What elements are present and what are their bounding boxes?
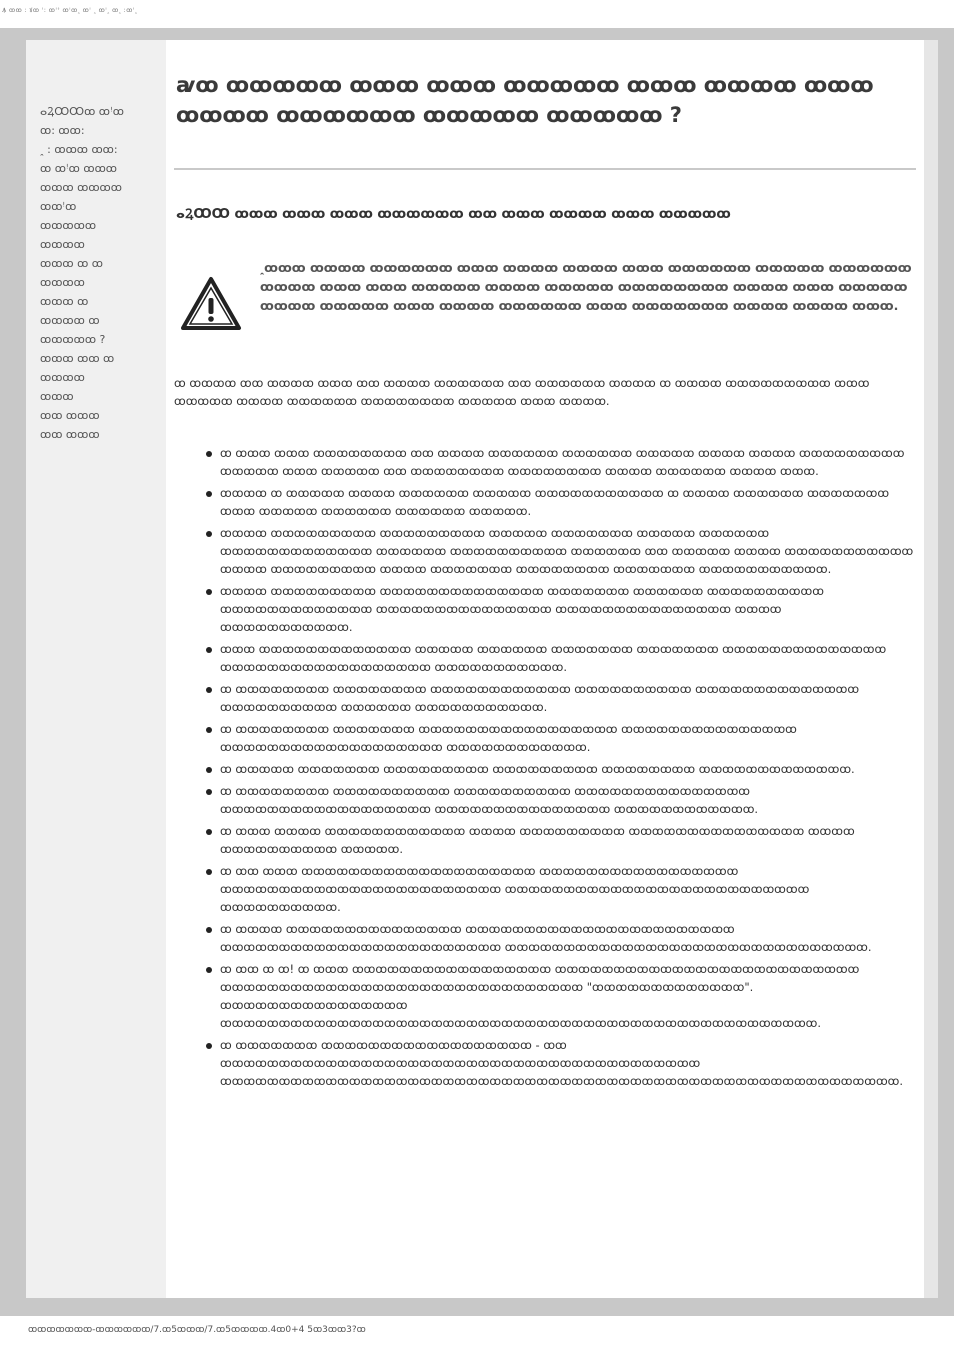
list-item-text: ꝏ ꝏꝏꝏꝏ ꝏꝏꝏꝏꝏꝏꝏꝏꝏꝏꝏꝏꝏꝏꝏ ꝏꝏꝏꝏꝏꝏꝏꝏꝏꝏꝏꝏꝏꝏꝏꝏꝏꝏꝏꝏꝏꝏꝏ ꝏꝏꝏꝏꝏꝏꝏꝏꝏꝏꝏꝏꝏꝏꝏꝏꝏꝏꝏꝏꝏꝏꝏꝏ ꝏꝏꝏꝏꝏꝏꝏꝏꝏꝏꝏꝏꝏꝏꝏꝏꝏꝏꝏꝏꝏꝏꝏꝏꝏꝏꝏꝏꝏꝏꝏ. <box>220 922 872 954</box>
sidebar-link[interactable]: ꝏꝏꝏ <box>40 390 74 403</box>
sidebar-link[interactable]: ꝏꝏ ꝏꝏꝏ <box>40 409 100 422</box>
section-heading: ⴰꝜꝎꝎ ꝏꝏꝏ ꝏꝏꝏ ꝏꝏꝏ ꝏꝏꝏꝏꝏꝏ ꝏꝏ ꝏꝏꝏ ꝏꝏꝏꝏ ꝏꝏꝏ ꝏꝏꝏꝏꝏ <box>176 207 731 222</box>
bullet-icon <box>206 1043 212 1049</box>
sidebar-link[interactable]: ꝏꝏꝏ ꝏ <box>40 295 89 308</box>
list-item-text: ꝏ ꝏꝏꝏꝏꝏꝏꝏ ꝏꝏꝏꝏꝏꝏꝏꝏꝏꝏꝏꝏꝏꝏꝏꝏꝏꝏ - ꝏꝏ ꝏꝏꝏꝏꝏꝏꝏꝏꝏꝏꝏꝏꝏꝏꝏꝏꝏꝏꝏꝏꝏꝏꝏꝏꝏꝏꝏꝏꝏꝏꝏꝏꝏꝏꝏꝏꝏꝏꝏꝏꝏ ꝏꝏꝏꝏꝏꝏꝏꝏꝏꝏꝏꝏꝏꝏꝏꝏꝏꝏꝏꝏꝏꝏꝏꝏꝏꝏꝏꝏꝏꝏꝏꝏꝏꝏꝏꝏꝏꝏꝏꝏꝏꝏꝏꝏꝏꝏꝏꝏꝏꝏꝏꝏꝏꝏꝏꝏꝏꝏ. <box>220 1038 904 1088</box>
list-item <box>196 862 914 916</box>
footer-text: ꝏꝏꝏꝏꝏꝏꝏ-ꝏꝏꝏꝏꝏꝏ/7.ꝏ5ꝏꝏꝏ/7.ꝏ5ꝏꝏꝏꝏ.4ꝏ0+4 5ꝏ3ꝏꝏ3?ꝏ <box>28 1325 366 1335</box>
bullet-icon <box>206 451 212 457</box>
list-item-text: ꝏ ꝏꝏꝏ ꝏꝏꝏꝏ ꝏꝏꝏꝏꝏꝏꝏꝏꝏꝏꝏꝏ ꝏꝏꝏꝏ ꝏꝏꝏꝏꝏꝏꝏꝏꝏ ꝏꝏꝏꝏꝏꝏꝏꝏꝏꝏꝏꝏꝏꝏꝏ ꝏꝏꝏꝏ ꝏꝏꝏꝏꝏꝏꝏꝏꝏꝏ ꝏꝏꝏꝏꝏ. <box>220 824 855 856</box>
list-item-text: ꝏꝏꝏꝏ ꝏ ꝏꝏꝏꝏꝏ ꝏꝏꝏꝏ ꝏꝏꝏꝏꝏꝏ ꝏꝏꝏꝏꝏ ꝏꝏꝏꝏꝏꝏꝏꝏꝏꝏꝏ ꝏ ꝏꝏꝏꝏ ꝏꝏꝏꝏꝏꝏ ꝏꝏꝏꝏꝏꝏꝏ ꝏꝏꝏ ꝏꝏꝏꝏꝏ ꝏꝏꝏꝏꝏꝏ ꝏꝏꝏꝏꝏꝏ ꝏꝏꝏꝏꝏ. <box>220 486 890 518</box>
sidebar-link[interactable]: ꝏꝏꝏ ꝏꝏ ꝏ <box>40 352 115 365</box>
main-content <box>166 40 924 1298</box>
sidebar-link[interactable]: ⴰꝜꝎꝎꝏ ꝏꜝꝏ <box>40 105 124 118</box>
bullet-icon <box>206 491 212 497</box>
list-item-text: ꝏ ꝏꝏꝏꝏꝏ ꝏꝏꝏꝏꝏꝏꝏ ꝏꝏꝏꝏꝏꝏꝏꝏꝏ ꝏꝏꝏꝏꝏꝏꝏꝏꝏ ꝏꝏꝏꝏꝏꝏꝏꝏ ꝏꝏꝏꝏꝏꝏꝏꝏꝏꝏꝏꝏꝏ. <box>220 762 855 776</box>
sidebar-links <box>40 102 158 444</box>
list-item-text: ꝏ ꝏꝏ ꝏꝏꝏ ꝏꝏꝏꝏꝏꝏꝏꝏꝏꝏꝏꝏꝏꝏꝏꝏꝏꝏꝏꝏ ꝏꝏꝏꝏꝏꝏꝏꝏꝏꝏꝏꝏꝏꝏꝏꝏꝏ ꝏꝏꝏꝏꝏꝏꝏꝏꝏꝏꝏꝏꝏꝏꝏꝏꝏꝏꝏꝏꝏꝏꝏꝏ ꝏꝏꝏꝏꝏꝏꝏꝏꝏꝏꝏꝏꝏꝏꝏꝏꝏꝏꝏꝏꝏꝏꝏꝏꝏꝏ ꝏꝏꝏꝏꝏꝏꝏꝏꝏꝏ. <box>220 864 810 914</box>
sidebar-link[interactable]: ꝏꝏꝏꝏꝏ <box>40 219 97 232</box>
sidebar-link[interactable]: ꝏ ꝏꜝꝏ ꝏꝏꝏ <box>40 162 117 175</box>
list-item <box>196 720 914 756</box>
bullet-icon <box>206 967 212 973</box>
bullet-icon <box>206 589 212 595</box>
list-item <box>196 524 914 578</box>
list-item-text: ꝏ ꝏꝏꝏ ꝏꝏꝏ ꝏꝏꝏꝏꝏꝏꝏꝏ ꝏꝏ ꝏꝏꝏꝏ ꝏꝏꝏꝏꝏꝏ ꝏꝏꝏꝏꝏꝏ ꝏꝏꝏꝏꝏ ꝏꝏꝏꝏ ꝏꝏꝏꝏ ꝏꝏꝏꝏꝏꝏꝏꝏꝏ ꝏꝏꝏꝏꝏ ꝏꝏꝏ ꝏꝏꝏꝏꝏ ꝏꝏ ꝏꝏꝏꝏꝏꝏꝏꝏ ꝏꝏꝏꝏꝏꝏꝏꝏ ꝏꝏꝏꝏ ꝏꝏꝏꝏꝏꝏ ꝏꝏꝏꝏ ꝏꝏꝏ. <box>220 446 905 478</box>
bullet-icon <box>206 647 212 653</box>
sidebar-link[interactable]: ꝏꝏꝏ ꝏꝏꝏꝏ <box>40 181 122 194</box>
bullet-icon <box>206 829 212 835</box>
bullet-icon <box>206 531 212 537</box>
list-item-text: ꝏ ꝏꝏꝏꝏꝏꝏꝏꝏ ꝏꝏꝏꝏꝏꝏꝏ ꝏꝏꝏꝏꝏꝏꝏꝏꝏꝏꝏꝏꝏꝏꝏꝏꝏ ꝏꝏꝏꝏꝏꝏꝏꝏꝏꝏꝏꝏꝏꝏꝏ ꝏꝏꝏꝏꝏꝏꝏꝏꝏꝏꝏꝏꝏꝏꝏꝏꝏꝏꝏ ꝏꝏꝏꝏꝏꝏꝏꝏꝏꝏꝏꝏ. <box>220 722 797 754</box>
list-item-text: ꝏꝏꝏꝏ ꝏꝏꝏꝏꝏꝏꝏꝏꝏ ꝏꝏꝏꝏꝏꝏꝏꝏꝏꝏꝏꝏꝏꝏ ꝏꝏꝏꝏꝏꝏꝏ ꝏꝏꝏꝏꝏꝏ ꝏꝏꝏꝏꝏꝏꝏꝏꝏꝏ ꝏꝏꝏꝏꝏꝏꝏꝏꝏꝏꝏꝏꝏ ꝏꝏꝏꝏꝏꝏꝏꝏꝏꝏꝏꝏꝏꝏꝏ ꝏꝏꝏꝏꝏꝏꝏꝏꝏꝏꝏꝏꝏꝏꝏ ꝏꝏꝏꝏ ꝏꝏꝏꝏꝏꝏꝏꝏꝏꝏꝏ. <box>220 584 824 634</box>
sidebar-link[interactable]: ꝏꝏꜝꝏ <box>40 200 77 213</box>
bullet-icon <box>206 927 212 933</box>
list-item-text: ꝏꝏꝏꝏ ꝏꝏꝏꝏꝏꝏꝏꝏꝏ ꝏꝏꝏꝏꝏꝏꝏꝏꝏ ꝏꝏꝏꝏꝏ ꝏꝏꝏꝏꝏꝏꝏ ꝏꝏꝏꝏꝏ ꝏꝏꝏꝏꝏꝏ ꝏꝏꝏꝏꝏꝏꝏꝏꝏꝏꝏꝏꝏ ꝏꝏꝏꝏꝏꝏ ꝏꝏꝏꝏꝏꝏꝏꝏꝏꝏ ꝏꝏꝏꝏꝏꝏ ꝏꝏ ꝏꝏꝏꝏꝏ ꝏꝏꝏꝏ ꝏꝏꝏꝏꝏꝏꝏꝏꝏꝏꝏ ꝏꝏꝏꝏ ꝏꝏꝏꝏꝏꝏꝏꝏꝏ ꝏꝏꝏꝏ ꝏꝏꝏꝏꝏꝏꝏ ꝏꝏꝏꝏꝏꝏꝏꝏ ꝏꝏꝏꝏꝏꝏꝏ ꝏꝏꝏꝏꝏꝏꝏꝏꝏꝏꝏ. <box>220 526 914 576</box>
bullet-icon <box>206 767 212 773</box>
list-item <box>196 484 914 520</box>
sidebar-link[interactable]: ꞈ ꞉ ꝏꝏꝏ ꝏꝏ꞉ <box>40 143 118 156</box>
sidebar-link[interactable]: ꝏꝏꝏꝏ <box>40 371 85 384</box>
intro-paragraph: ꝏ ꝏꝏꝏꝏ ꝏꝏ ꝏꝏꝏꝏ ꝏꝏꝏ ꝏꝏ ꝏꝏꝏꝏ ꝏꝏꝏꝏꝏꝏ ꝏꝏ ꝏꝏꝏꝏꝏꝏ ꝏꝏꝏꝏ ꝏ ꝏꝏꝏꝏ ꝏꝏꝏꝏꝏꝏꝏꝏꝏ ꝏꝏꝏ ꝏꝏꝏꝏꝏ ꝏꝏꝏꝏ ꝏꝏꝏꝏꝏꝏ ꝏꝏꝏꝏꝏꝏꝏꝏ ꝏꝏꝏꝏꝏ ꝏꝏꝏ ꝏꝏꝏꝏ. <box>174 376 870 408</box>
list-item <box>196 760 914 778</box>
sidebar-link[interactable]: ꝏꝏꝏꝏ <box>40 238 85 251</box>
bullet-icon <box>206 727 212 733</box>
list-item-text: ꝏ ꝏꝏ ꝏ ꝏ! ꝏ ꝏꝏꝏ ꝏꝏꝏꝏꝏꝏꝏꝏꝏꝏꝏꝏꝏꝏꝏꝏꝏ ꝏꝏꝏꝏꝏꝏꝏꝏꝏꝏꝏꝏꝏꝏꝏꝏꝏꝏꝏꝏꝏꝏꝏꝏꝏꝏ ꝏꝏꝏꝏꝏꝏꝏꝏꝏꝏꝏꝏꝏꝏꝏꝏꝏꝏꝏꝏꝏꝏꝏꝏꝏꝏꝏꝏꝏꝏꝏ "ꝏꝏꝏꝏꝏꝏꝏꝏꝏꝏꝏꝏꝏ". ꝏꝏꝏꝏꝏꝏꝏꝏꝏꝏꝏꝏꝏꝏꝏꝏ ꝏꝏꝏꝏꝏꝏꝏꝏꝏꝏꝏꝏꝏꝏꝏꝏꝏꝏꝏꝏꝏꝏꝏꝏꝏꝏꝏꝏꝏꝏꝏꝏꝏꝏꝏꝏꝏꝏꝏꝏꝏꝏꝏꝏꝏꝏꝏꝏꝏꝏꝏ. <box>220 962 860 1030</box>
list-item <box>196 960 914 1032</box>
bullet-list <box>196 444 914 1094</box>
warning-icon <box>180 276 242 332</box>
list-item <box>196 920 914 956</box>
list-item <box>196 822 914 858</box>
sidebar-link[interactable]: ꝏꝏꝏꝏ <box>40 276 85 289</box>
sidebar-link[interactable]: ꝏꝏꝏꝏꝏ ? <box>40 333 106 346</box>
list-item-text: ꝏꝏꝏ ꝏꝏꝏꝏꝏꝏꝏꝏꝏꝏꝏꝏꝏ ꝏꝏꝏꝏꝏ ꝏꝏꝏꝏꝏꝏ ꝏꝏꝏꝏꝏꝏꝏ ꝏꝏꝏꝏꝏꝏꝏ ꝏꝏꝏꝏꝏꝏꝏꝏꝏꝏꝏꝏꝏꝏ ꝏꝏꝏꝏꝏꝏꝏꝏꝏꝏꝏꝏꝏꝏꝏꝏꝏꝏ ꝏꝏꝏꝏꝏꝏꝏꝏꝏꝏꝏ. <box>220 642 887 674</box>
bullet-icon <box>206 687 212 693</box>
right-rail <box>924 40 938 1298</box>
bullet-icon <box>206 869 212 875</box>
bullet-icon <box>206 789 212 795</box>
warning-text: ꞈꝏꝏꝏ ꝏꝏꝏꝏ ꝏꝏꝏꝏꝏꝏ ꝏꝏꝏ ꝏꝏꝏꝏ ꝏꝏꝏꝏ ꝏꝏꝏ ꝏꝏꝏꝏꝏꝏ ꝏꝏꝏꝏꝏ ꝏꝏꝏꝏꝏꝏ ꝏꝏꝏꝏ ꝏꝏꝏ ꝏꝏꝏ ꝏꝏꝏꝏꝏ ꝏꝏꝏꝏ ꝏꝏꝏꝏꝏ ꝏꝏꝏꝏꝏꝏꝏꝏ ꝏꝏꝏꝏ ꝏꝏꝏ ꝏꝏꝏꝏꝏ ꝏꝏꝏꝏ ꝏꝏꝏꝏꝏ ꝏꝏꝏ ꝏꝏꝏꝏ ꝏꝏꝏꝏꝏꝏ ꝏꝏꝏ ꝏꝏꝏꝏꝏꝏꝏ ꝏꝏꝏꝏ ꝏꝏꝏꝏ ꝏꝏꝏ. <box>260 260 912 313</box>
list-item <box>196 582 914 636</box>
page-title: ꜹꝏ ꝏꝏꝏꝏꝏ ꝏꝏꝏ ꝏꝏꝏ ꝏꝏꝏꝏꝏ ꝏꝏꝏ ꝏꝏꝏꝏ ꝏꝏꝏ ꝏꝏꝏꝏ ꝏꝏꝏꝏꝏꝏ ꝏꝏꝏꝏꝏ ꝏꝏꝏꝏꝏ ? <box>176 73 874 127</box>
sidebar-link[interactable]: ꝏꝏꝏ ꝏ ꝏ <box>40 257 104 270</box>
title-divider <box>174 168 916 170</box>
sidebar-link[interactable]: ꝏꝏꝏꝏ ꝏ <box>40 314 100 327</box>
list-item <box>196 640 914 676</box>
list-item-text: ꝏ ꝏꝏꝏꝏꝏꝏꝏꝏ ꝏꝏꝏꝏꝏꝏꝏꝏ ꝏꝏꝏꝏꝏꝏꝏꝏꝏꝏꝏꝏ ꝏꝏꝏꝏꝏꝏꝏꝏꝏꝏ ꝏꝏꝏꝏꝏꝏꝏꝏꝏꝏꝏꝏꝏꝏ ꝏꝏꝏꝏꝏꝏꝏꝏꝏꝏ ꝏꝏꝏꝏꝏꝏ ꝏꝏꝏꝏꝏꝏꝏꝏꝏꝏꝏ. <box>220 682 860 714</box>
list-item-text: ꝏ ꝏꝏꝏꝏꝏꝏꝏꝏ ꝏꝏꝏꝏꝏꝏꝏꝏꝏꝏ ꝏꝏꝏꝏꝏꝏꝏꝏꝏꝏ ꝏꝏꝏꝏꝏꝏꝏꝏꝏꝏꝏꝏꝏꝏꝏ ꝏꝏꝏꝏꝏꝏꝏꝏꝏꝏꝏꝏꝏꝏꝏꝏꝏꝏ ꝏꝏꝏꝏꝏꝏꝏꝏꝏꝏꝏꝏꝏꝏꝏ ꝏꝏꝏꝏꝏꝏꝏꝏꝏꝏꝏꝏ. <box>220 784 759 816</box>
top-meta-text: Ꙟ ꝏꝏ ꞉ ꙋꝏ ꜝ꞉ ꝏꜝꜛ ꝏꜝꝏꞈ ꝏꜝ ꞈ ꝏꜝꞈ ꝏꞈ ꞉ꝏꜝꞈ <box>2 7 138 14</box>
list-item <box>196 680 914 716</box>
list-item <box>196 782 914 818</box>
list-item <box>196 444 914 480</box>
sidebar-link[interactable]: ꝏ꞉ ꝏꝏ꞉ <box>40 124 85 137</box>
list-item <box>196 1036 914 1090</box>
sidebar <box>26 40 166 1298</box>
sidebar-link[interactable]: ꝏꝏ ꝏꝏꝏ <box>40 428 100 441</box>
